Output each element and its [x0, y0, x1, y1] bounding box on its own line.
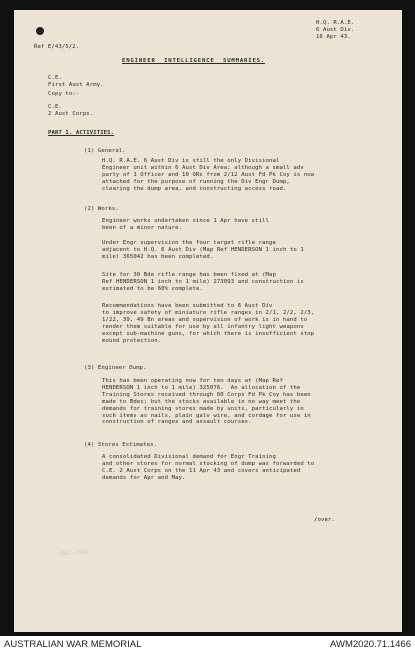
section-works-text-4: Recommendations have been submitted to 6 Aust Div to improve safety of miniature rifle ranges in 2/1, 2/2, 2/3, 1/22, 39, 49 Bn areas and supervision of work is in hand to render them suitable for use by all infantry light weapons except sub-machine guns, for which there is insufficient stop mound protection. — [102, 303, 315, 344]
punch-hole — [36, 27, 44, 35]
copy-to-label: Copy to:- — [48, 91, 80, 97]
section-general-heading: (1) General. — [84, 148, 126, 154]
section-stores-heading: (4) Stores Estimates. — [84, 442, 158, 448]
section-works-text-2: Under Engr supervision the four target rifle range adjacent to H.Q. 6 Aust Div (Map Ref HENDERSON 1 inch to 1 mile) 365042 has been completed. — [102, 240, 304, 260]
section-general-text: H.Q. R.A.E. 6 Aust Div is still the only Divisional Engineer unit within 6 Aust Div Area; although a small adv party of 1 Officer and 10 ORs from 2/12 Aust Fd Pk Coy is now attached for the purpose of running the Div Engr Dump, clearing the dump area, and constructing access road. — [102, 158, 315, 192]
section-dump-heading: (3) Engineer Dump. — [84, 365, 147, 371]
copy-recipient-address: C.E. 2 Aust Corps. — [48, 104, 94, 117]
archive-footer — [0, 636, 415, 653]
section-stores-text: A consolidated Divisional demand for Engr Training and other stores for normal stocking of dump was forwarded to C.E. 2 Aust Corps on the 11 Apr 43 and covers anticipated demands for Apr and May. — [102, 454, 315, 481]
section-works-heading: (2) Works. — [84, 206, 119, 212]
faint-handwritten-annotation: 1942 - 1943 ... — [57, 549, 95, 557]
footer-institution: AUSTRALIAN WAR MEMORIAL — [4, 639, 142, 650]
reference-number: Ref E/43/5/2. — [34, 44, 80, 50]
recipient-address: C.E. First Aust Army. — [48, 75, 104, 88]
document-page — [14, 10, 402, 632]
part-heading: PART 1. ACTIVITIES. — [48, 130, 115, 136]
section-dump-text: This has been operating now for ten days at (Map Ref HENDERSON 1 inch to 1 mile) 325076. An allocation of the Training Stores received through 60 Corps Fd Pk Coy has been made to Bdes; but the stocks available in no way meet the demands for training stores made by units, particularly in such items as nails, plain galv wire, and cordage for use in construction of ranges and assault courses. — [102, 378, 311, 426]
page-over-marker: /over. — [314, 517, 335, 523]
header-address-block: H.Q. R.A.E. 6 Aust Div. 16 Apr 43. — [316, 20, 355, 40]
section-works-text-3: Site for 30 Bde rifle range has been fixed at (Map Ref HENDERSON 1 inch to 1 mile) 273093 and construction is estimated to be 60% complete. — [102, 272, 304, 292]
section-works-text-1: Engineer works undertaken since 1 Apr have still been of a minor nature. — [102, 218, 270, 231]
document-title: ENGINEER INTELLIGENCE SUMMARIES. — [122, 58, 266, 64]
footer-accession-number: AWM2020.71.1466 — [330, 639, 411, 650]
